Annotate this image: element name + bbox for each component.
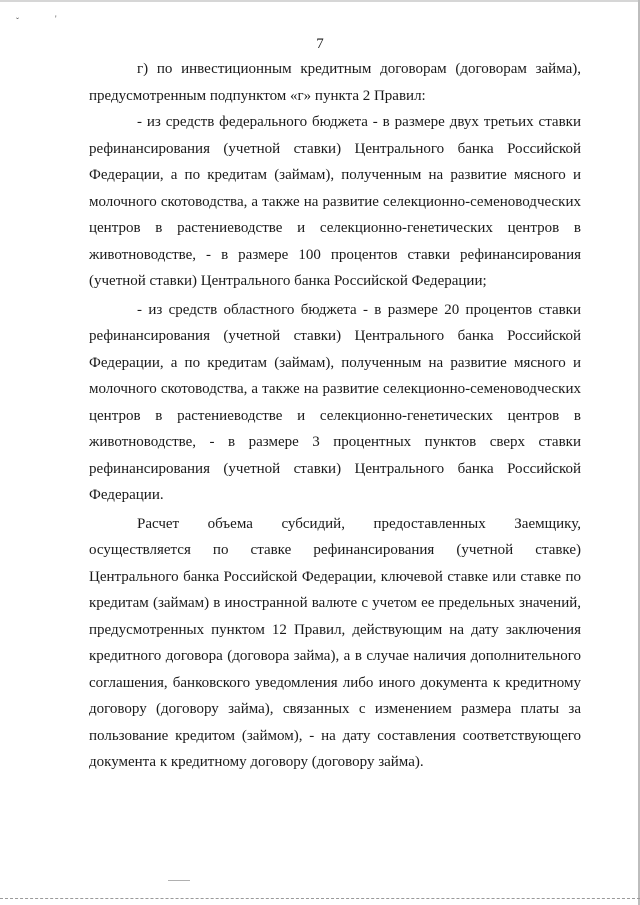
- page-number: 7: [316, 36, 324, 52]
- paragraph-federal-budget: - из средств федерального бюджета - в размере двух третьих ставки рефинансирования (учетной ставки) Центрального банка Российской Федерации, а по кредитам (займам), полученным на развитие мясного и молочного скотоводства, а также на развитие селекционно-семеноводческих центров в растениеводстве и селекционно-генетических центров в животноводстве, - в размере 100 процентов ставки рефинансирования (учетной ставки) Центрального банка Российской Федерации;: [89, 114, 581, 289]
- paragraph-regional-budget: - из средств областного бюджета - в размере 20 процентов ставки рефинансирования (учетной ставки) Центрального банка Российской Федерации, а по кредитам (займам), полученным на развитие мясного и молочного скотоводства, а также на развитие селекционно-семеноводческих центров в растениеводстве и селекционно-генетических центров в животноводстве, - в размере 3 процентных пунктов сверх ставки рефинансирования (учетной ставки) Центрального банка Российской Федерации.: [89, 301, 581, 503]
- corner-mark-left: ˇ: [16, 16, 19, 26]
- footer-rule: [0, 898, 640, 899]
- document-body: [89, 56, 581, 776]
- paragraph-investment-loans: г) по инвестиционным кредитным договорам (договорам займа), предусмотренным подпунктом «г» пункта 2 Правил:: [89, 61, 581, 104]
- corner-mark-right: ': [55, 14, 57, 24]
- paragraph-subsidy-calculation: Расчет объема субсидий, предоставленных Заемщику, осуществляется по ставке рефинансирования (учетной ставке) Центрального банка Российской Федерации, ключевой ставке или ставке по кредитам (займам) в иностранной валюте с учетом ее предельных значений, предусмотренных пунктом 12 Правил, действующим на дату заключения кредитного договора (договора займа), а в случае наличия дополнительного соглашения, банковского уведомления либо иного документа к кредитному договору (договору займа), связанных с изменением размера платы за пользование кредитом (займом), - на дату составления соответствующего документа к кредитному договору (договору займа).: [89, 515, 581, 770]
- footer-mark: [168, 880, 190, 881]
- scan-edge-top: [0, 0, 640, 2]
